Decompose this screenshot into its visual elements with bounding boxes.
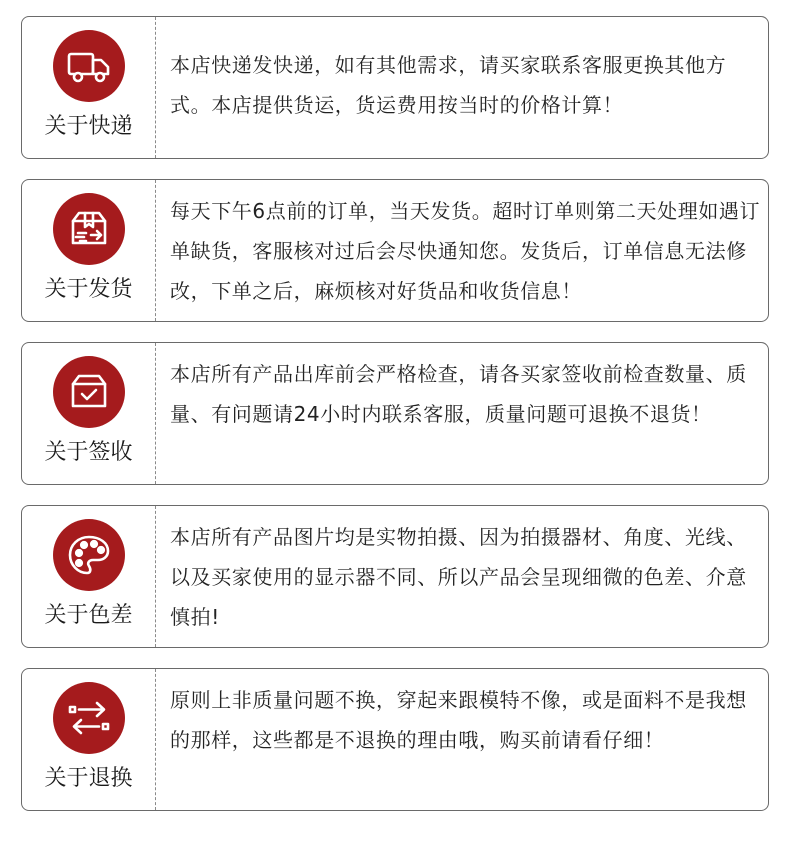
section-header-return (22, 669, 155, 810)
dashed-divider (155, 17, 156, 158)
section-header-shipping (22, 180, 155, 321)
section-text: 每天下午6点前的订单，当天发货。超时订单则第二天处理如遇订单缺货，客服核对过后会尽快通知您。发货后，订单信息无法修改，下单之后，麻烦核对好货品和收货信息！ (170, 199, 761, 303)
section-title: 关于退换 (44, 766, 133, 791)
section-card-delivery (21, 16, 769, 159)
section-title: 关于快递 (44, 114, 133, 139)
section-card-color (21, 505, 769, 648)
dashed-divider (155, 669, 156, 810)
dashed-divider (155, 343, 156, 484)
section-header-delivery (22, 17, 155, 158)
shipping-box-icon (53, 193, 125, 265)
section-title: 关于签收 (44, 440, 133, 465)
color-palette-icon (53, 519, 125, 591)
section-title: 关于发货 (44, 277, 133, 302)
section-text: 本店所有产品出库前会严格检查，请各买家签收前检查数量、质量、有问题请24小时内联系客服，质量问题可退换不退货！ (170, 362, 747, 426)
section-title: 关于色差 (44, 603, 133, 628)
section-card-return (21, 668, 769, 811)
exchange-arrows-icon (53, 682, 125, 754)
section-text: 原则上非质量问题不换，穿起来跟模特不像，或是面料不是我想的那样，这些都是不退换的理由哦，购买前请看仔细！ (170, 688, 747, 752)
section-header-receipt (22, 343, 155, 484)
delivery-truck-icon (53, 30, 125, 102)
section-header-color (22, 506, 155, 647)
package-check-icon (53, 356, 125, 428)
section-card-shipping (21, 179, 769, 322)
dashed-divider (155, 180, 156, 321)
dashed-divider (155, 506, 156, 647)
section-card-receipt (21, 342, 769, 485)
section-text: 本店所有产品图片均是实物拍摄、因为拍摄器材、角度、光线、以及买家使用的显示器不同、所以产品会呈现细微的色差、介意慎拍! (170, 525, 747, 629)
section-text: 本店快递发快递，如有其他需求，请买家联系客服更换其他方式。本店提供货运，货运费用按当时的价格计算！ (170, 53, 727, 117)
